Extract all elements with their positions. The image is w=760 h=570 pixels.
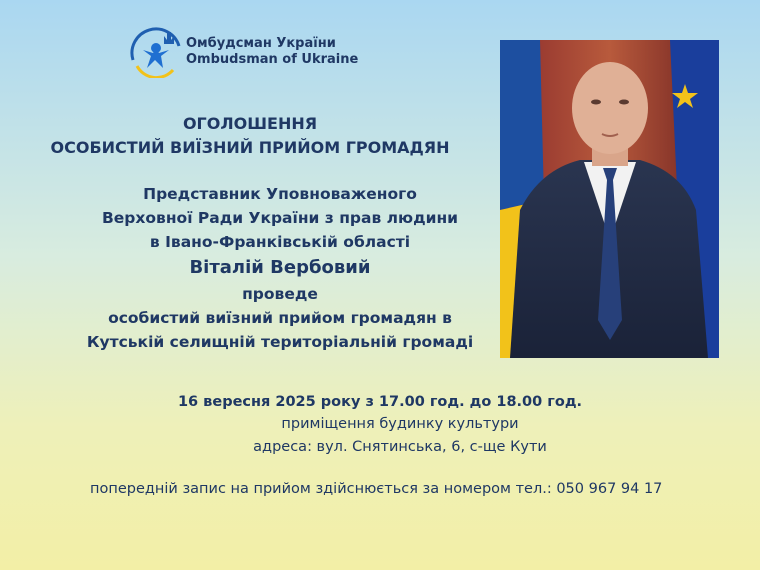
logo-line-ua: Омбудсман України <box>186 36 336 51</box>
event-place: приміщення будинку культури <box>281 416 519 432</box>
body-line-1: Представник Уповноваженого <box>143 185 417 203</box>
announcement-body <box>20 182 540 354</box>
body-line-7: Кутській селищній територіальній громаді <box>86 333 474 351</box>
logo-line-en: Ombudsman of Ukraine <box>186 52 359 67</box>
body-line-3: в Івано-Франківській області <box>149 233 411 251</box>
logo-text <box>186 36 358 68</box>
body-line-2: Верховної Ради України з прав людини <box>101 209 459 227</box>
body-line-6: особистий виїзний прийом громадян в <box>108 309 452 327</box>
event-date-time: 16 вересня 2025 року з 17.00 год. до 18.00 год. <box>177 394 583 410</box>
representative-name: Віталій Вербовий <box>189 257 371 278</box>
registration-phone: попередній запис на прийом здійснюється за номером тел.: 050 967 94 17 <box>90 481 663 497</box>
announcement-subtitle: ОСОБИСТИЙ ВИЇЗНИЙ ПРИЙОМ ГРОМАДЯН <box>50 138 450 157</box>
body-line-5: проведе <box>242 285 318 303</box>
announcement-title: ОГОЛОШЕННЯ <box>182 114 318 133</box>
event-address: адреса: вул. Снятинська, 6, с-ще Кути <box>253 439 547 455</box>
representative-photo <box>500 40 719 358</box>
ombudsman-logo-icon <box>127 26 187 78</box>
